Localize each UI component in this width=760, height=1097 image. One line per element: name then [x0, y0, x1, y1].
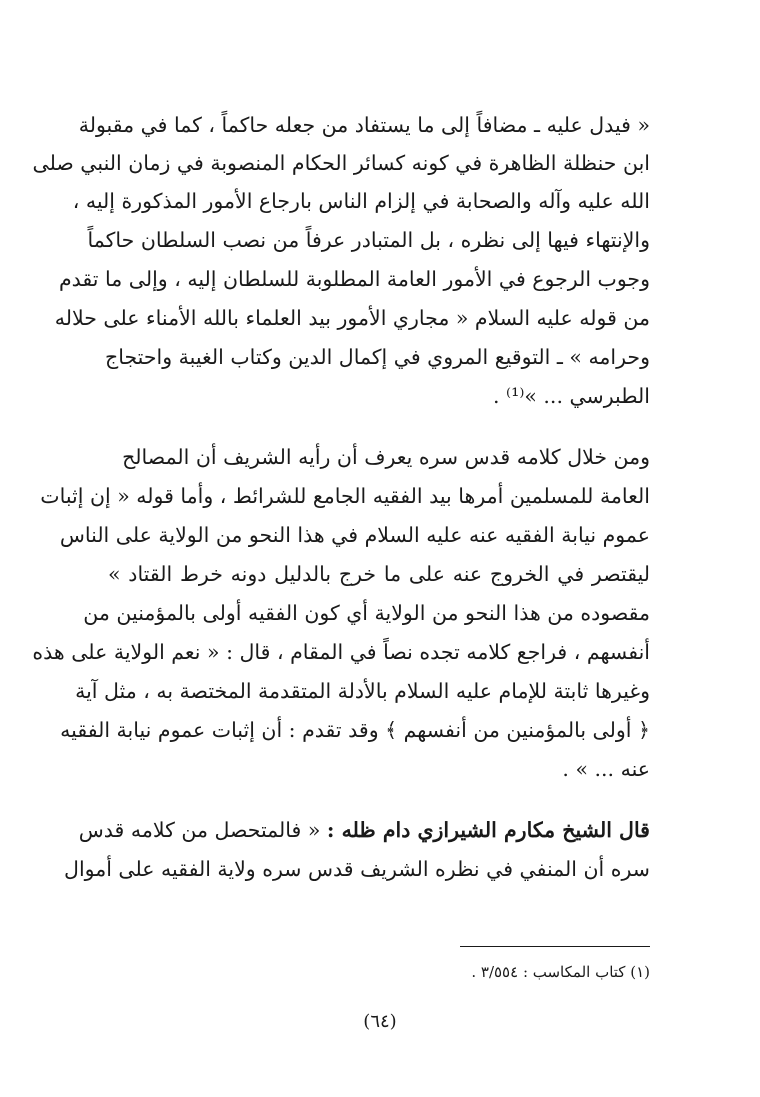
- paragraph-2-line-1: ومن خلال كلامه قدس سره يعرف أن رأيه الشريف أن المصالح: [122, 445, 650, 469]
- paragraph-3-line-1: [78, 815, 650, 845]
- paragraph-2-line-8: ﴿ أولى بالمؤمنين من أنفسهم ﴾ وقد تقدم : أن إثبات عموم نيابة الفقيه: [60, 718, 650, 742]
- paragraph-1-line-7: وحرامه » ـ التوقيع المروي في إكمال الدين وكتاب الغيبة واحتجاج: [104, 345, 650, 369]
- paragraph-2-line-7: وغيرها ثابتة للإمام عليه السلام بالأدلة المتقدمة المختصة به ، مثل آية: [75, 679, 650, 703]
- paragraph-1-line-2: ابن حنظلة الظاهرة في كونه كسائر الحكام المنصوبة في زمان النبي صلى: [32, 151, 650, 175]
- footnote-text: (١) كتاب المكاسب : ٣/٥٥٤ .: [471, 963, 650, 981]
- paragraph-2-line-5: مقصوده من هذا النحو من الولاية أي كون الفقيه أولى بالمؤمنين من: [83, 601, 650, 625]
- paragraph-1-line-8: الطبرسي ... »⁽¹⁾ .: [493, 384, 650, 408]
- paragraph-1-line-6: من قوله عليه السلام « مجاري الأمور بيد العلماء بالله الأمناء على حلاله: [54, 306, 650, 330]
- paragraph-1-line-1: « فيدل عليه ـ مضافاً إلى ما يستفاد من جعله حاكماً ، كما في مقبولة: [78, 113, 650, 137]
- footnote-divider: [460, 946, 650, 947]
- paragraph-1-line-4: والإنتهاء فيها إلى نظره ، بل المتبادر عرفاً من نصب السلطان حاكماً: [87, 228, 650, 252]
- paragraph-2-line-9: عنه ... » .: [562, 757, 650, 781]
- paragraph-1-line-5: وجوب الرجوع في الأمور العامة المطلوبة للسلطان إليه ، وإلى ما تقدم: [58, 267, 650, 291]
- paragraph-2-line-6: أنفسهم ، فراجع كلامه تجده نصاً في المقام ، قال : « نعم الولاية على هذه: [32, 640, 650, 664]
- paragraph-2-line-4: ليقتصر في الخروج عنه على ما خرج بالدليل دونه خرط القتاد »: [108, 562, 650, 586]
- speaker-quote-start: « فالمتحصل من كلامه قدس: [78, 818, 327, 842]
- paragraph-2-line-3: عموم نيابة الفقيه عنه عليه السلام في هذا النحو من الولاية على الناس: [59, 523, 650, 547]
- speaker-lead: قال الشيخ مكارم الشيرازي دام ظله :: [326, 818, 650, 842]
- paragraph-3-line-2: سره أن المنفي في نظره الشريف قدس سره ولاية الفقيه على أموال: [64, 857, 650, 881]
- paragraph-1-line-3: الله عليه وآله والصحابة في إلزام الناس بارجاع الأمور المذكورة إليه ،: [72, 189, 650, 213]
- page-number: (٦٤): [363, 1011, 397, 1032]
- paragraph-2-line-2: العامة للمسلمين أمرها بيد الفقيه الجامع للشرائط ، وأما قوله « إن إثبات: [40, 484, 650, 508]
